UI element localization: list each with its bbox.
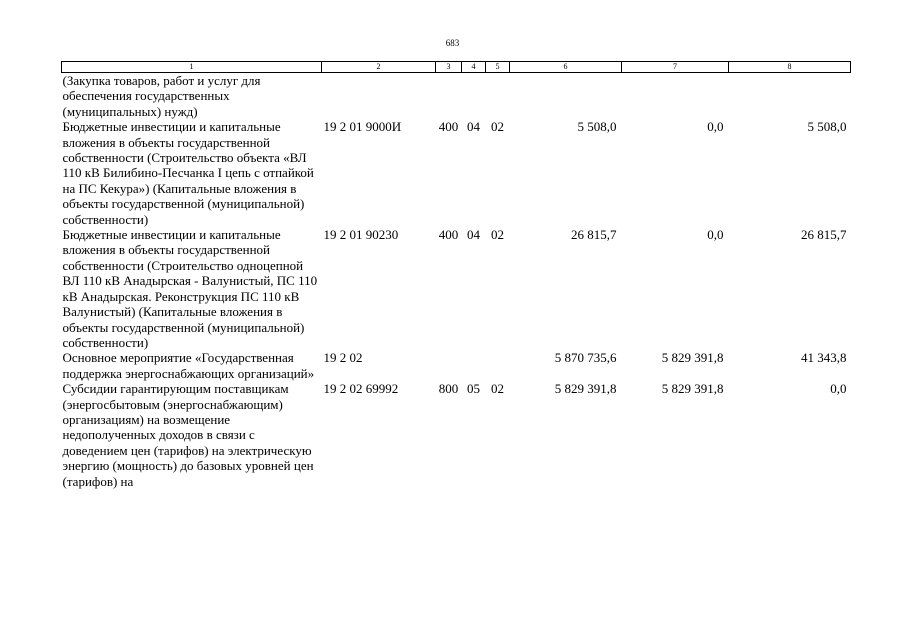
- row-c5: [486, 350, 510, 381]
- column-header: 7: [622, 62, 729, 73]
- row-value-1: 5 508,0: [577, 119, 617, 135]
- row-value-3: 5 508,0: [807, 119, 847, 135]
- row-c5: 02: [491, 119, 504, 135]
- row-name: Субсидии гарантирующим поставщикам (энергосбытовым (энергоснабжающим) организациям) на возмещение недополученных доходов в связи с доведением цен (тарифов) на электрическую энергию (мощность) до базовых уровней цен (тарифов) на: [62, 381, 314, 489]
- row-c3: [436, 350, 462, 381]
- budget-table: [61, 61, 851, 489]
- row-name: (Закупка товаров, работ и услуг для обеспечения государственных (муниципальных) нужд): [62, 73, 261, 119]
- row-value-2: [622, 73, 729, 120]
- column-header: 1: [62, 62, 322, 73]
- row-c5: [486, 73, 510, 120]
- row-name: Бюджетные инвестиции и капитальные вложения в объекты государственной собственности (Строительство одноцепной ВЛ 110 кВ Анадырская - Валунистый, ПС 110 кВ Анадырская. Реконструкция ПС 110 кВ Валунистый) (Капитальные вложения в объекты государственной (муниципальной) собственности): [62, 227, 318, 350]
- row-value-3: 26 815,7: [801, 227, 847, 243]
- row-code: 19 2 02 69992: [323, 381, 399, 397]
- row-c5: 02: [491, 381, 504, 397]
- row-value-1: [510, 73, 622, 120]
- row-c4: [462, 73, 486, 120]
- column-header: 4: [462, 62, 486, 73]
- table-body: [62, 73, 851, 489]
- row-c3: [436, 73, 462, 120]
- row-value-3: [729, 73, 851, 120]
- row-code: [322, 73, 436, 120]
- row-name: Основное мероприятие «Государственная поддержка энергоснабжающих организаций»: [62, 350, 315, 381]
- row-c5: 02: [491, 227, 504, 243]
- row-c3: 400: [438, 227, 459, 243]
- column-header: 8: [729, 62, 851, 73]
- row-c3: 800: [438, 381, 459, 397]
- table-row: [62, 119, 851, 227]
- table-row: [62, 350, 851, 381]
- row-c4: 05: [467, 381, 480, 397]
- row-name: Бюджетные инвестиции и капитальные вложения в объекты государственной собственности (Строительство объекта «ВЛ 110 кВ Билибино-Песчанка I цепь с отпайкой на ПС Кекура») (Капитальные вложения в объекты государственной (муниципальной) собственности): [62, 119, 314, 227]
- page-number: 683: [445, 38, 460, 48]
- table-row: [62, 381, 851, 489]
- row-value-2: 5 829 391,8: [661, 381, 724, 397]
- row-value-1: 26 815,7: [571, 227, 617, 243]
- row-value-2: 0,0: [707, 119, 724, 135]
- row-c4: 04: [467, 119, 480, 135]
- row-c4: [462, 350, 486, 381]
- row-c4: 04: [467, 227, 480, 243]
- row-value-3: 0,0: [830, 381, 847, 397]
- row-c3: 400: [438, 119, 459, 135]
- row-value-3: 41 343,8: [801, 350, 847, 366]
- column-header: 5: [486, 62, 510, 73]
- row-value-2: 0,0: [707, 227, 724, 243]
- row-code: 19 2 02: [323, 350, 363, 366]
- row-value-1: 5 829 391,8: [554, 381, 617, 397]
- column-header: 6: [510, 62, 622, 73]
- row-value-2: 5 829 391,8: [661, 350, 724, 366]
- row-value-1: 5 870 735,6: [554, 350, 617, 366]
- row-code: 19 2 01 90230: [323, 227, 399, 243]
- column-header: 2: [322, 62, 436, 73]
- row-code: 19 2 01 9000И: [323, 119, 402, 135]
- column-header: 3: [436, 62, 462, 73]
- table-row: [62, 73, 851, 120]
- table-row: [62, 227, 851, 350]
- table-header: [62, 62, 851, 73]
